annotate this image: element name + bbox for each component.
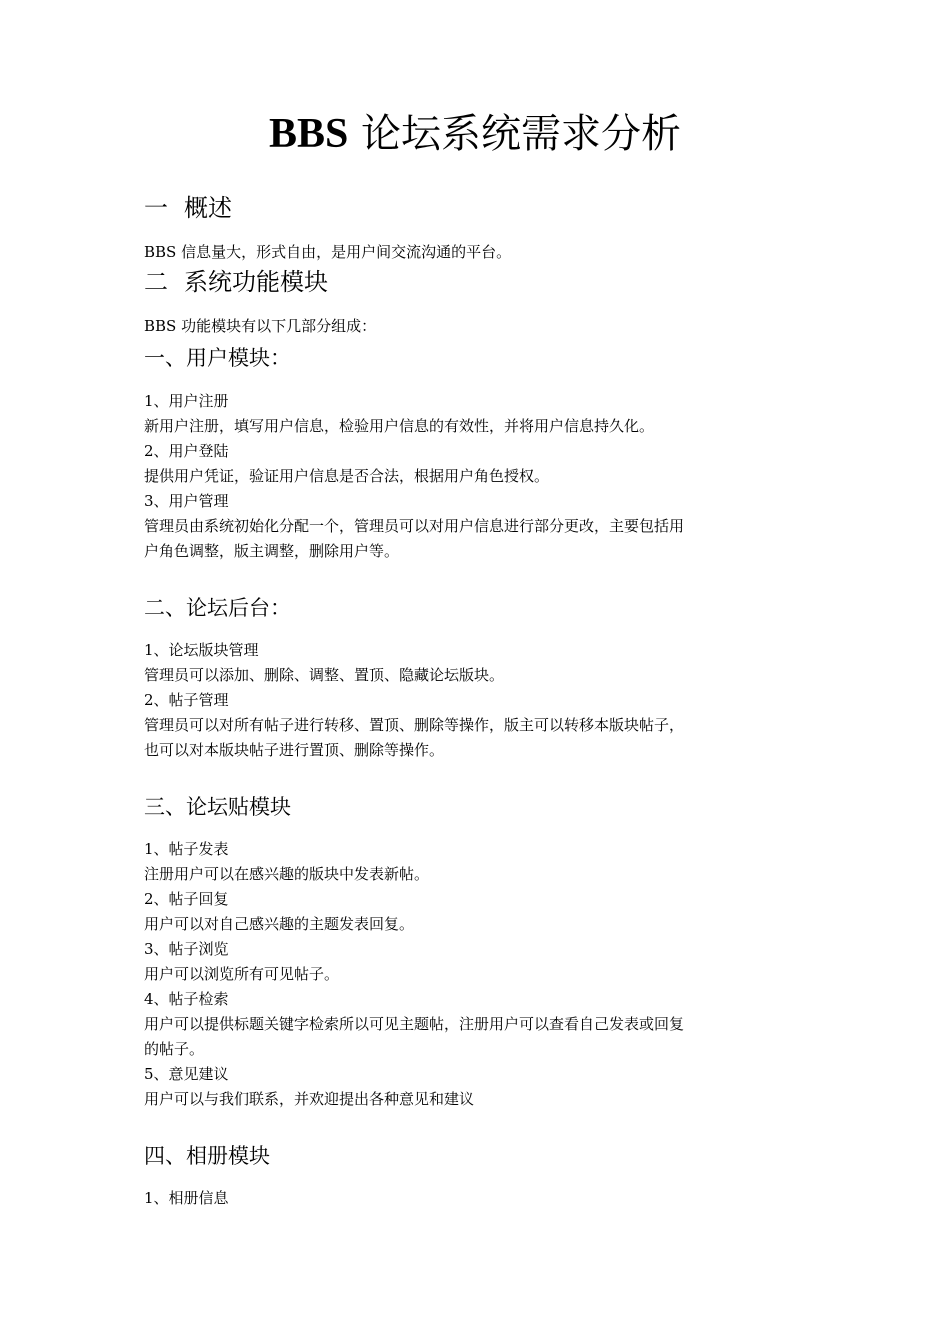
post-module-line: 2、帖子回复 — [144, 890, 229, 908]
document-title-chinese: 论坛系统需求分析 — [348, 111, 682, 157]
post-module-line: 注册用户可以在感兴趣的版块中发表新帖。 — [144, 865, 430, 883]
user-module-line: 管理员由系统初始化分配一个，管理员可以对用户信息进行部分更改，主要包括用 — [144, 517, 685, 535]
section-modules-number: 二 — [144, 268, 168, 296]
post-module-line: 5、意见建议 — [144, 1065, 229, 1083]
section-overview-title: 概述 — [184, 194, 232, 222]
user-module-line: 户角色调整，版主调整，删除用户等。 — [144, 542, 400, 560]
backend-module-heading: 二、论坛后台： — [144, 596, 291, 620]
section-modules-title: 系统功能模块 — [184, 268, 328, 296]
backend-module-line: 2、帖子管理 — [144, 691, 229, 709]
overview-body: BBS 信息量大，形式自由，是用户间交流沟通的平台。 — [144, 243, 512, 261]
section-modules-heading — [144, 266, 328, 298]
user-module-heading: 一、用户模块： — [144, 346, 291, 370]
backend-module-line: 管理员可以对所有帖子进行转移、置顶、删除等操作，版主可以转移本版块帖子， — [144, 716, 685, 734]
backend-module-line: 管理员可以添加、删除、调整、置顶、隐藏论坛版块。 — [144, 666, 505, 684]
post-module-line: 用户可以与我们联系，并欢迎提出各种意见和建议 — [144, 1090, 475, 1108]
post-module-line: 4、帖子检索 — [144, 990, 229, 1008]
post-module-line: 3、帖子浏览 — [144, 940, 229, 958]
backend-module-line: 也可以对本版块帖子进行置顶、删除等操作。 — [144, 741, 445, 759]
backend-module-line: 1、论坛版块管理 — [144, 641, 259, 659]
section-overview-heading — [144, 192, 232, 224]
post-module-line: 1、帖子发表 — [144, 840, 229, 858]
section-overview-number: 一 — [144, 194, 168, 222]
post-module-heading: 三、论坛贴模块 — [144, 795, 291, 819]
user-module-line: 提供用户凭证，验证用户信息是否合法，根据用户角色授权。 — [144, 467, 550, 485]
post-module-line: 用户可以提供标题关键字检索所以可见主题帖，注册用户可以查看自己发表或回复 — [144, 1015, 685, 1033]
document-title-latin: BBS — [268, 111, 349, 157]
post-module-line: 用户可以对自己感兴趣的主题发表回复。 — [144, 915, 415, 933]
modules-body: BBS 功能模块有以下几部分组成： — [144, 317, 377, 335]
album-module-heading: 四、相册模块 — [144, 1144, 270, 1168]
post-module-line: 用户可以浏览所有可见帖子。 — [144, 965, 340, 983]
post-module-line: 的帖子。 — [144, 1040, 205, 1058]
album-module-line: 1、相册信息 — [144, 1189, 229, 1207]
user-module-line: 2、用户登陆 — [144, 442, 229, 460]
document-title — [0, 108, 950, 160]
user-module-line: 1、用户注册 — [144, 392, 229, 410]
user-module-line: 3、用户管理 — [144, 492, 229, 510]
user-module-line: 新用户注册，填写用户信息，检验用户信息的有效性，并将用户信息持久化。 — [144, 417, 655, 435]
